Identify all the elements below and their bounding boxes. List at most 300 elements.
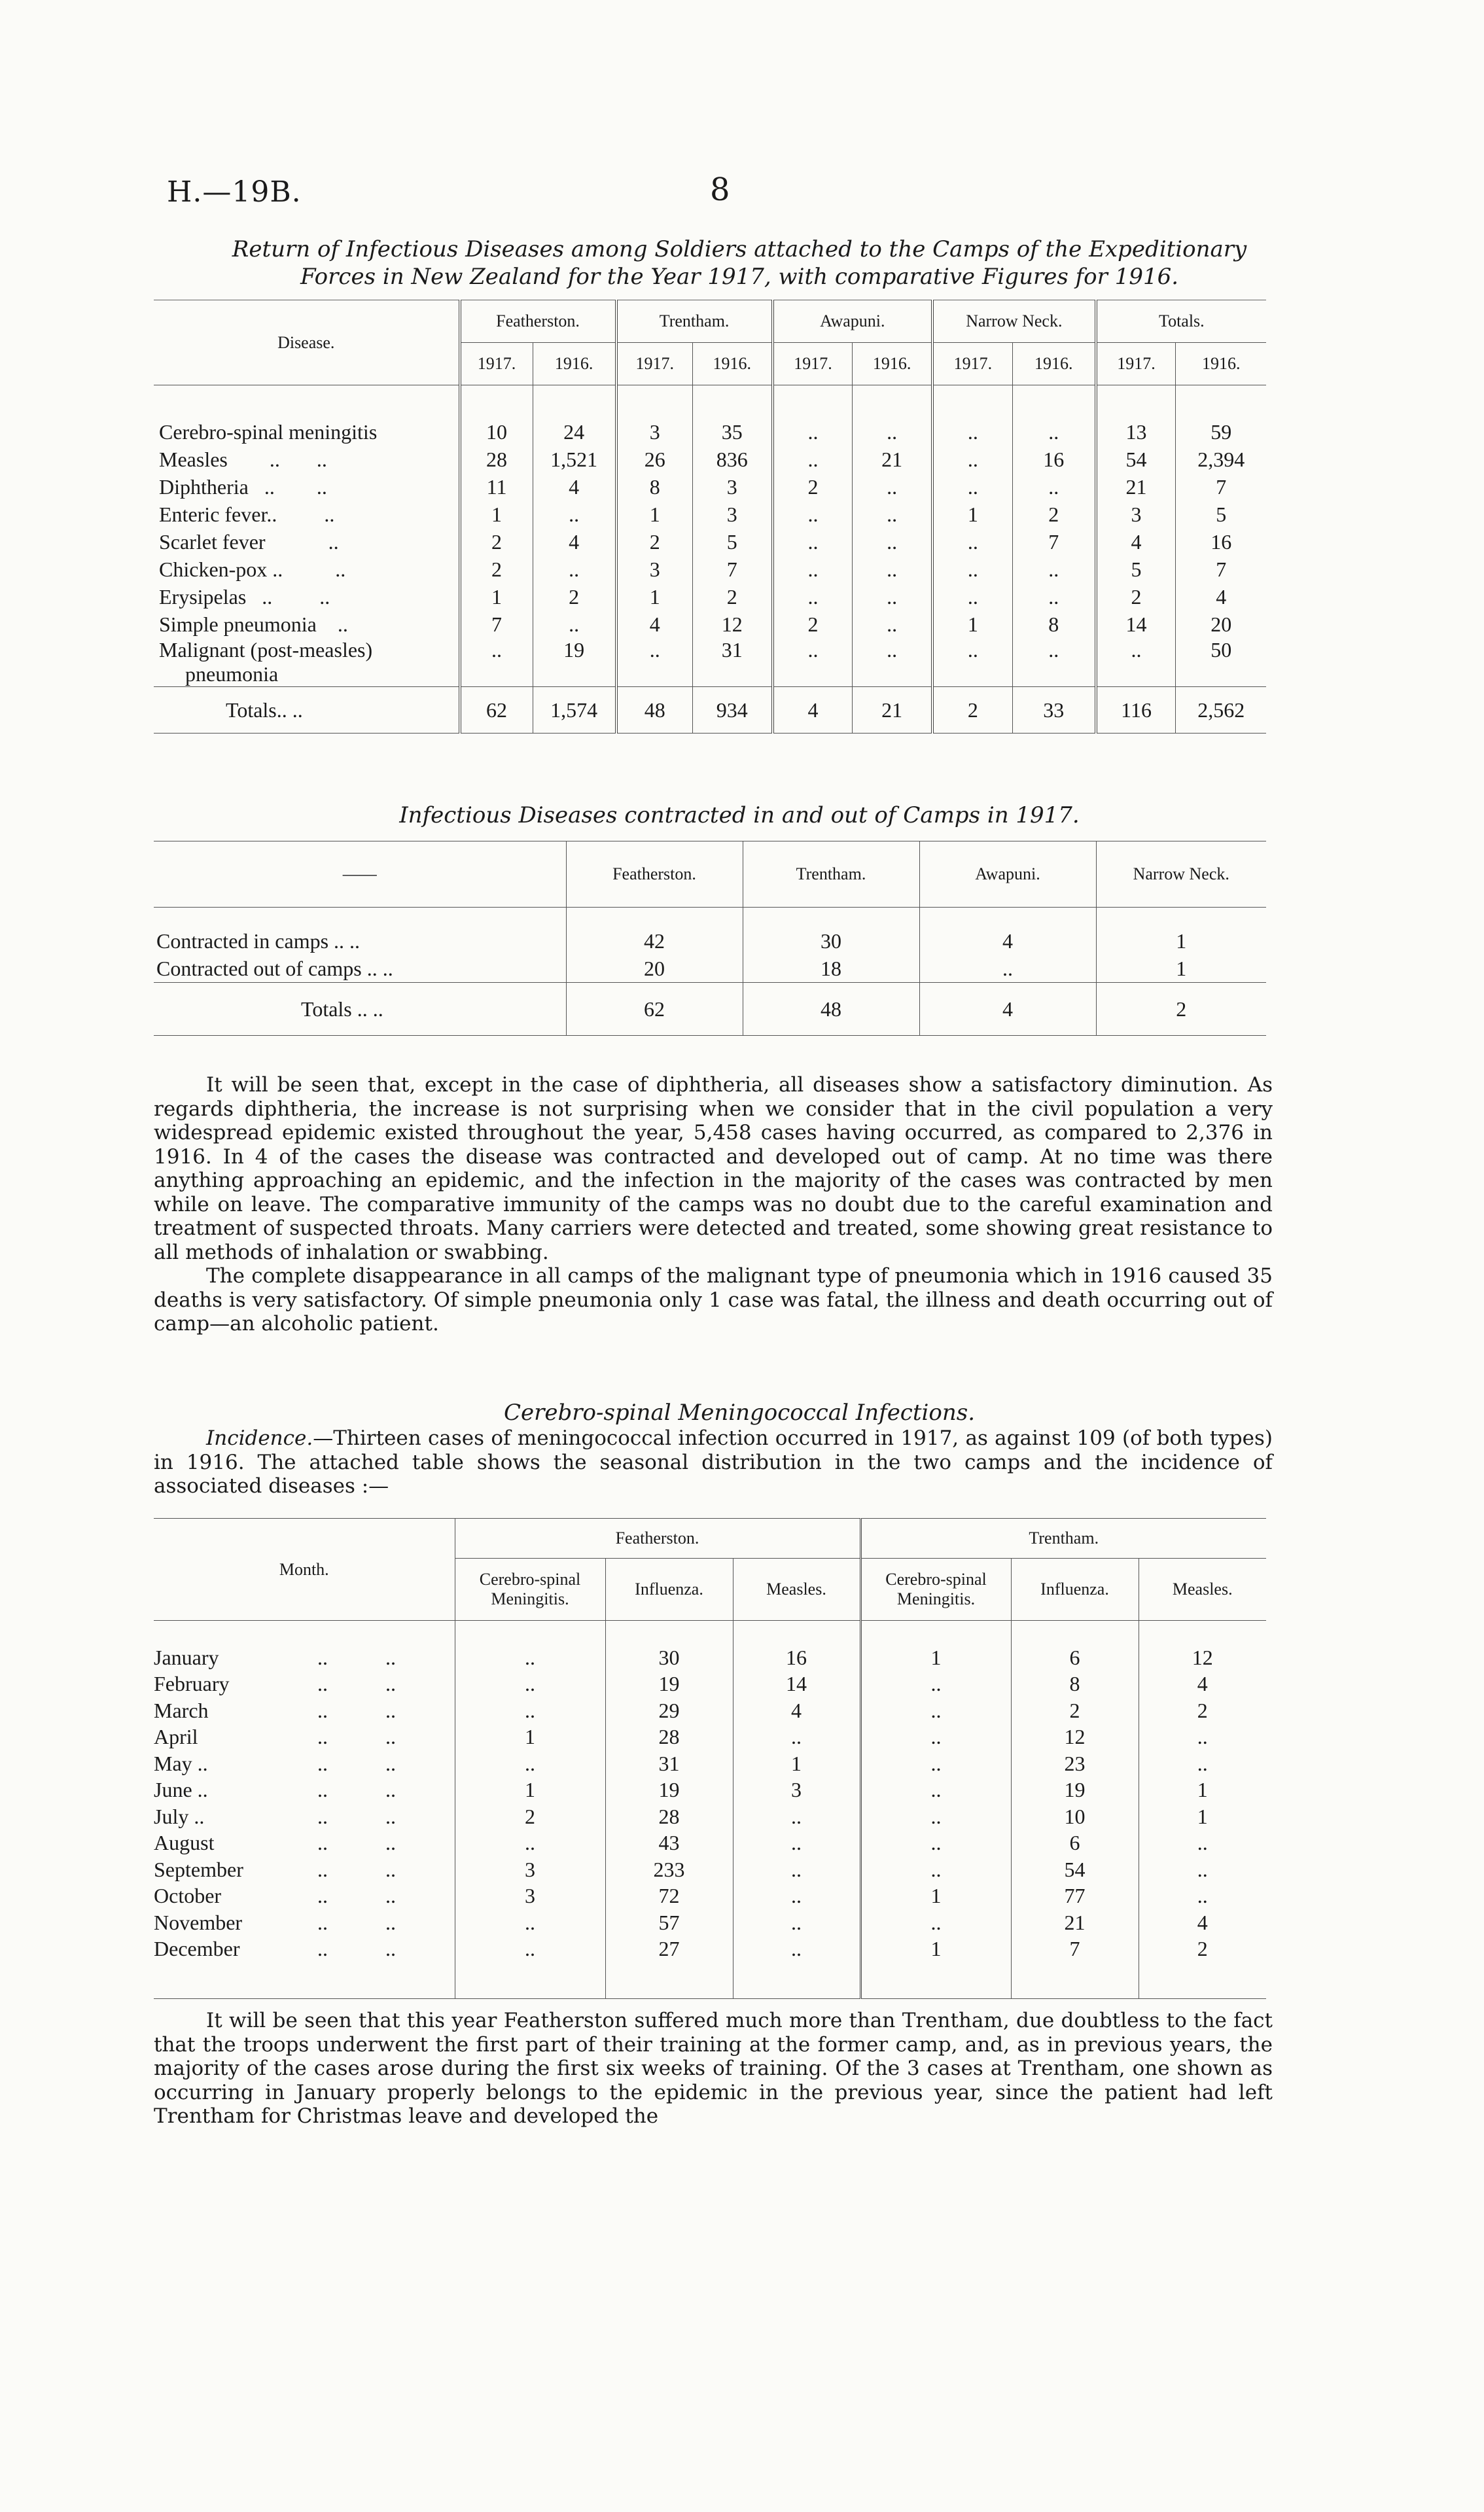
table-cell: .. — [860, 1803, 1011, 1830]
table1-body — [154, 418, 1266, 687]
table-cell: 2,394 — [1176, 446, 1266, 473]
table-cell: 4 — [1176, 583, 1266, 610]
month-label — [154, 1936, 455, 1963]
table-cell: 4 — [533, 528, 616, 556]
table-cell: .. — [860, 1697, 1011, 1724]
disease-name: Malignant (post-measles) — [159, 638, 373, 662]
table-cell: 2 — [773, 610, 853, 638]
table-cell: 7 — [1011, 1936, 1139, 1963]
table-cell: 836 — [692, 446, 772, 473]
table-row — [154, 583, 1266, 610]
leader-dots: .. .. — [317, 1725, 396, 1749]
paragraph: The complete disappearance in all camps of the malignant type of pneumonia which in 1916 caused 35 deaths is very satisfactory. Of simple pneumonia only 1 case was fatal, the illness and death occurring out of camp—an alcoholic patient. — [154, 1264, 1273, 1336]
totals-label: Totals.. .. — [154, 687, 460, 734]
table-cell: 14 — [1096, 610, 1176, 638]
sub-header: Measles. — [1139, 1559, 1266, 1621]
table-cell: .. — [932, 418, 1012, 446]
table-cell: .. — [733, 1909, 860, 1936]
table-cell: .. — [853, 556, 932, 583]
table-cell: .. — [932, 446, 1012, 473]
group-header: Featherston. — [455, 1519, 860, 1559]
month-name: June .. — [154, 1778, 208, 1802]
leader-dots: .. .. — [317, 1910, 396, 1934]
table-cell: 4 — [1096, 528, 1176, 556]
table-cell: .. — [932, 556, 1012, 583]
table-cell: 2 — [455, 1803, 605, 1830]
table-cell: 4 — [773, 687, 853, 734]
month-label — [154, 1697, 455, 1724]
table-cell: 2 — [1012, 501, 1096, 528]
table-cell: 31 — [605, 1750, 733, 1777]
month-name: February — [154, 1672, 230, 1696]
table-cell: 11 — [460, 473, 533, 501]
leader-dots: .. .. — [317, 1672, 396, 1696]
table-cell: 1 — [455, 1777, 605, 1804]
table-cell: .. — [860, 1750, 1011, 1777]
table-cell: 6 — [1011, 1830, 1139, 1857]
table-cell: 8 — [1012, 610, 1096, 638]
table-cell: .. — [860, 1830, 1011, 1857]
table-cell: .. — [1012, 556, 1096, 583]
table-cell: 48 — [616, 687, 693, 734]
group-header: Featherston. — [460, 300, 616, 343]
table-row — [154, 528, 1266, 556]
group-header: Trentham. — [616, 300, 773, 343]
table-cell: 16 — [733, 1644, 860, 1671]
table-cell: 27 — [605, 1936, 733, 1963]
table-row — [154, 1724, 1266, 1751]
paragraph: It will be seen that this year Featherston suffered much more than Trentham, due doubtless to the fact that the troops underwent the first part of their training at the former camp, and, as in previous years, the majority of the cases arose during the first six weeks of training. Of the 3 cases at Trentham, one shown as occurring in January properly belongs to the epidemic in the previous year, since the patient had left Trentham for Christmas leave and developed the — [154, 2009, 1273, 2128]
table-cell: .. — [455, 1671, 605, 1698]
table-cell: .. — [853, 583, 932, 610]
table-cell: 2 — [1096, 983, 1266, 1036]
month-name: March — [154, 1698, 209, 1722]
table-cell: 5 — [1176, 501, 1266, 528]
table-cell: .. — [460, 638, 533, 687]
column-header: Trentham. — [743, 841, 919, 908]
table-cell: 2 — [692, 583, 772, 610]
table-cell: 1 — [1096, 955, 1266, 983]
table-cell: 3 — [692, 501, 772, 528]
table-cell: 28 — [460, 446, 533, 473]
table-cell: .. — [1012, 583, 1096, 610]
table-cell: .. — [773, 638, 853, 687]
table-cell: .. — [853, 473, 932, 501]
table-cell: 116 — [1096, 687, 1176, 734]
table-cell: 77 — [1011, 1883, 1139, 1910]
month-label — [154, 1777, 455, 1804]
disease-label — [154, 638, 460, 687]
table-row — [154, 501, 1266, 528]
table-row — [154, 1909, 1266, 1936]
table-cell: .. — [533, 501, 616, 528]
table-cell: .. — [773, 418, 853, 446]
table-row — [154, 473, 1266, 501]
table-cell: .. — [932, 638, 1012, 687]
table-row — [154, 1777, 1266, 1804]
year-header: 1916. — [1012, 343, 1096, 385]
leader-dots: .. .. — [317, 1698, 396, 1722]
year-header: 1917. — [1096, 343, 1176, 385]
disease-label — [154, 446, 460, 473]
table-cell: 29 — [605, 1697, 733, 1724]
year-header: 1916. — [853, 343, 932, 385]
table-cell: 4 — [1139, 1671, 1266, 1698]
table-cell: 12 — [692, 610, 772, 638]
table-cell: 3 — [455, 1856, 605, 1883]
year-header: 1916. — [692, 343, 772, 385]
table-cell: .. — [733, 1724, 860, 1751]
table-cell: .. — [1139, 1830, 1266, 1857]
table-cell: .. — [853, 528, 932, 556]
sub-header: Cerebro-spinal Meningitis. — [860, 1559, 1011, 1621]
table-cell: 54 — [1011, 1856, 1139, 1883]
table-cell: 30 — [743, 927, 919, 955]
table-cell: .. — [1139, 1856, 1266, 1883]
table-cell: 2 — [460, 528, 533, 556]
disease-name: Enteric fever.. .. — [159, 502, 335, 526]
table-cell: 4 — [1139, 1909, 1266, 1936]
month-label — [154, 1856, 455, 1883]
table-cell: 4 — [616, 610, 693, 638]
table-cell: 7 — [1176, 556, 1266, 583]
table-cell: .. — [932, 528, 1012, 556]
year-header: 1916. — [1176, 343, 1266, 385]
table-cell: 1 — [932, 501, 1012, 528]
disease-name: Measles .. .. — [159, 447, 327, 471]
table-cell: 19 — [533, 638, 616, 687]
table-cell: .. — [860, 1671, 1011, 1698]
table-cell: 21 — [1011, 1909, 1139, 1936]
table-cell: 2 — [1139, 1697, 1266, 1724]
table-cell: .. — [733, 1803, 860, 1830]
table-cell: 10 — [1011, 1803, 1139, 1830]
table-cell: 3 — [616, 556, 693, 583]
month-label — [154, 1724, 455, 1751]
table-cell: 19 — [1011, 1777, 1139, 1804]
table-cell: .. — [860, 1909, 1011, 1936]
page-number: 8 — [710, 171, 730, 208]
table-cell: .. — [733, 1856, 860, 1883]
month-name: August — [154, 1831, 215, 1855]
table-cell: 3 — [692, 473, 772, 501]
table-cell: 12 — [1139, 1644, 1266, 1671]
table-cell: 42 — [566, 927, 743, 955]
table-cell: 2,562 — [1176, 687, 1266, 734]
disease-name: Chicken-pox .. .. — [159, 557, 346, 581]
table-cell: .. — [773, 556, 853, 583]
table-cell: 20 — [1176, 610, 1266, 638]
table-cell: .. — [1096, 638, 1176, 687]
table-cell: .. — [733, 1936, 860, 1963]
table-cell: .. — [1139, 1750, 1266, 1777]
table-cell: .. — [773, 501, 853, 528]
table-cell: .. — [773, 583, 853, 610]
table-cell: 1 — [860, 1644, 1011, 1671]
table-cell: 3 — [616, 418, 693, 446]
month-name: December — [154, 1937, 240, 1961]
table3-body — [154, 1644, 1266, 1962]
disease-label — [154, 501, 460, 528]
table-cell: 1 — [1139, 1777, 1266, 1804]
table-cell: 5 — [692, 528, 772, 556]
table-cell: 20 — [566, 955, 743, 983]
leader-dots: .. .. — [317, 1751, 396, 1775]
year-header: 1917. — [616, 343, 693, 385]
table-cell: 10 — [460, 418, 533, 446]
corner-header: —— — [154, 841, 566, 908]
month-name: January — [154, 1645, 219, 1669]
table-cell: .. — [773, 528, 853, 556]
table-cell: 26 — [616, 446, 693, 473]
column-header: Narrow Neck. — [1096, 841, 1266, 908]
month-name: November — [154, 1910, 243, 1934]
table-cell: 19 — [605, 1777, 733, 1804]
row-label: Contracted out of camps .. .. — [156, 956, 393, 980]
month-label — [154, 1644, 455, 1671]
incidence-text: —Thirteen cases of meningococcal infection occurred in 1917, as against 109 (of both types) in 1916. The attached table shows the seasonal distribution in the two camps and the incidence of associated diseases :— — [154, 1426, 1273, 1498]
month-label — [154, 1750, 455, 1777]
totals-row — [154, 983, 1266, 1036]
column-header: Awapuni. — [919, 841, 1096, 908]
table1-title — [164, 236, 1315, 291]
table-cell: 1 — [460, 583, 533, 610]
table-row — [154, 556, 1266, 583]
table-cell: 1 — [860, 1936, 1011, 1963]
table-cell: .. — [1012, 473, 1096, 501]
table-cell: 18 — [743, 955, 919, 983]
table-cell: 21 — [853, 687, 932, 734]
table-cell: 13 — [1096, 418, 1176, 446]
month-header: Month. — [154, 1519, 455, 1621]
month-label — [154, 1671, 455, 1698]
table-row — [154, 1697, 1266, 1724]
table-row — [154, 1644, 1266, 1671]
table-row — [154, 1856, 1266, 1883]
table-cell: .. — [455, 1936, 605, 1963]
table-cell: 2 — [460, 556, 533, 583]
table-cell: .. — [733, 1830, 860, 1857]
table-cell: 3 — [733, 1777, 860, 1804]
disease-column-header: Disease. — [154, 300, 460, 385]
table-row — [154, 927, 1266, 955]
group-header: Narrow Neck. — [932, 300, 1096, 343]
table-cell: .. — [455, 1644, 605, 1671]
totals-row — [154, 687, 1266, 734]
table-cell: .. — [455, 1697, 605, 1724]
leader-dots: .. .. — [317, 1804, 396, 1828]
month-name: October — [154, 1884, 222, 1908]
contracted-table — [154, 841, 1266, 1036]
table-cell: 31 — [692, 638, 772, 687]
leader-dots: .. .. — [317, 1645, 396, 1669]
table-cell: 1 — [460, 501, 533, 528]
table-cell: 23 — [1011, 1750, 1139, 1777]
table-cell: 3 — [1096, 501, 1176, 528]
table-cell: .. — [616, 638, 693, 687]
disease-label — [154, 528, 460, 556]
disease-name: Simple pneumonia .. — [159, 612, 348, 636]
table-cell: 72 — [605, 1883, 733, 1910]
leader-dots: .. .. — [317, 1884, 396, 1908]
group-header: Trentham. — [860, 1519, 1266, 1559]
disease-label — [154, 583, 460, 610]
disease-label — [154, 473, 460, 501]
table2-title: Infectious Diseases contracted in and out of Camps in 1917. — [399, 802, 1080, 828]
disease-label — [154, 556, 460, 583]
table-row — [154, 1830, 1266, 1857]
table-cell: .. — [1012, 638, 1096, 687]
table-cell: 2 — [1096, 583, 1176, 610]
table-cell: 35 — [692, 418, 772, 446]
document-code: H.—19B. — [167, 175, 302, 209]
disease-name: Cerebro-spinal meningitis — [159, 419, 378, 444]
column-header: Featherston. — [566, 841, 743, 908]
month-label — [154, 1883, 455, 1910]
table-row — [154, 1803, 1266, 1830]
month-label — [154, 1909, 455, 1936]
table-cell: 2 — [1139, 1936, 1266, 1963]
table-cell: 21 — [1096, 473, 1176, 501]
table-cell: 2 — [533, 583, 616, 610]
table-cell: .. — [853, 418, 932, 446]
disease-name: Erysipelas .. .. — [159, 584, 330, 609]
table-cell: 1 — [455, 1724, 605, 1751]
table-cell: .. — [455, 1830, 605, 1857]
table-cell: 1 — [733, 1750, 860, 1777]
table-cell: 5 — [1096, 556, 1176, 583]
leader-dots: .. .. — [317, 1778, 396, 1802]
table-cell: .. — [533, 610, 616, 638]
disease-name: Scarlet fever .. — [159, 529, 339, 554]
table-cell: .. — [773, 446, 853, 473]
year-header: 1917. — [460, 343, 533, 385]
table-cell: 1 — [1096, 927, 1266, 955]
sub-header: Cerebro-spinal Meningitis. — [455, 1559, 605, 1621]
table-cell: 24 — [533, 418, 616, 446]
table-cell: 48 — [743, 983, 919, 1036]
table-cell: 8 — [1011, 1671, 1139, 1698]
table-cell: .. — [853, 610, 932, 638]
section-heading: Cerebro-spinal Meningococcal Infections. — [503, 1400, 976, 1426]
year-header: 1917. — [773, 343, 853, 385]
table-cell: 1 — [932, 610, 1012, 638]
table-cell: 4 — [919, 983, 1096, 1036]
table-cell: 54 — [1096, 446, 1176, 473]
table-row — [154, 1936, 1266, 1963]
table-cell: .. — [860, 1724, 1011, 1751]
table-row — [154, 1883, 1266, 1910]
table-cell: 43 — [605, 1830, 733, 1857]
table-cell: .. — [455, 1909, 605, 1936]
group-header: Awapuni. — [773, 300, 932, 343]
table-cell: 7 — [460, 610, 533, 638]
disease-label — [154, 418, 460, 446]
table-cell: 7 — [692, 556, 772, 583]
table-cell: 8 — [616, 473, 693, 501]
table-cell: .. — [1139, 1724, 1266, 1751]
table-cell: 12 — [1011, 1724, 1139, 1751]
table-cell: 2 — [932, 687, 1012, 734]
table-row — [154, 1671, 1266, 1698]
row-label: Contracted in camps .. .. — [156, 929, 361, 953]
leader-dots: .. .. — [317, 1831, 396, 1855]
table-cell: 50 — [1176, 638, 1266, 687]
table-row — [154, 610, 1266, 638]
table-cell: 233 — [605, 1856, 733, 1883]
table-row — [154, 446, 1266, 473]
table-cell: 1 — [616, 501, 693, 528]
table-cell: .. — [1012, 418, 1096, 446]
table-cell: 2 — [1011, 1697, 1139, 1724]
table-cell: .. — [853, 501, 932, 528]
table-cell: 1,574 — [533, 687, 616, 734]
table-cell: 28 — [605, 1724, 733, 1751]
table-cell: 7 — [1012, 528, 1096, 556]
month-name: July .. — [154, 1804, 205, 1828]
month-name: September — [154, 1857, 243, 1881]
table-cell: 16 — [1176, 528, 1266, 556]
table-row — [154, 1750, 1266, 1777]
month-name: April — [154, 1725, 198, 1749]
sub-header: Influenza. — [605, 1559, 733, 1621]
month-name: May .. — [154, 1751, 208, 1775]
table-cell: 16 — [1012, 446, 1096, 473]
table-cell: 19 — [605, 1671, 733, 1698]
table-row — [154, 955, 1266, 983]
month-label — [154, 1803, 455, 1830]
disease-label — [154, 610, 460, 638]
month-label — [154, 1830, 455, 1857]
year-header: 1916. — [533, 343, 616, 385]
table1-title-line1: Return of Infectious Diseases among Soldiers attached to the Camps of the Expeditionary — [232, 236, 1247, 262]
table-row — [154, 638, 1266, 687]
table-cell: 30 — [605, 1644, 733, 1671]
table-cell: 57 — [605, 1909, 733, 1936]
table-cell: 4 — [533, 473, 616, 501]
table-cell: 1 — [1139, 1803, 1266, 1830]
table-cell: .. — [932, 473, 1012, 501]
table-cell: .. — [919, 955, 1096, 983]
table-cell: 2 — [616, 528, 693, 556]
table-cell: 33 — [1012, 687, 1096, 734]
table-row — [154, 418, 1266, 446]
table-cell: 4 — [733, 1697, 860, 1724]
table-cell: 3 — [455, 1883, 605, 1910]
table-cell: 934 — [692, 687, 772, 734]
table-cell: .. — [533, 556, 616, 583]
sub-header: Influenza. — [1011, 1559, 1139, 1621]
year-header: 1917. — [932, 343, 1012, 385]
disease-name-continued: pneumonia — [185, 662, 279, 686]
table-cell: 21 — [853, 446, 932, 473]
table-cell: 1 — [616, 583, 693, 610]
table-cell: 2 — [773, 473, 853, 501]
table-cell: .. — [455, 1750, 605, 1777]
table-cell: .. — [932, 583, 1012, 610]
table-cell: 7 — [1176, 473, 1266, 501]
leader-dots: .. .. — [317, 1937, 396, 1961]
disease-name: Diphtheria .. .. — [159, 474, 327, 499]
table-cell: .. — [853, 638, 932, 687]
table1-title-line2: Forces in New Zealand for the Year 1917, with comparative Figures for 1916. — [300, 264, 1179, 290]
incidence-label: Incidence. — [206, 1426, 313, 1450]
closing-paragraph — [154, 2009, 1273, 2129]
table-cell: .. — [860, 1777, 1011, 1804]
paragraph: It will be seen that, except in the case of diphtheria, all diseases show a satisfactory diminution. As regards diphtheria, the increase is not surprising when we consider that in the civil population a very widespread epidemic existed throughout the year, 5,458 cases having occurred, as compared to 2,376 in 1916. In 4 of the cases the disease was contracted and developed out of camp. At no time was there anything approaching an epidemic, and the infection in the majority of the cases was contracted by men while on leave. The comparative immunity of the camps was no doubt due to the careful examination and treatment of suspected throats. Many carriers were detected and treated, some showing great resistance to all methods of inhalation or swabbing. — [154, 1073, 1273, 1264]
table-cell: 28 — [605, 1803, 733, 1830]
totals-label: Totals .. .. — [154, 983, 566, 1036]
